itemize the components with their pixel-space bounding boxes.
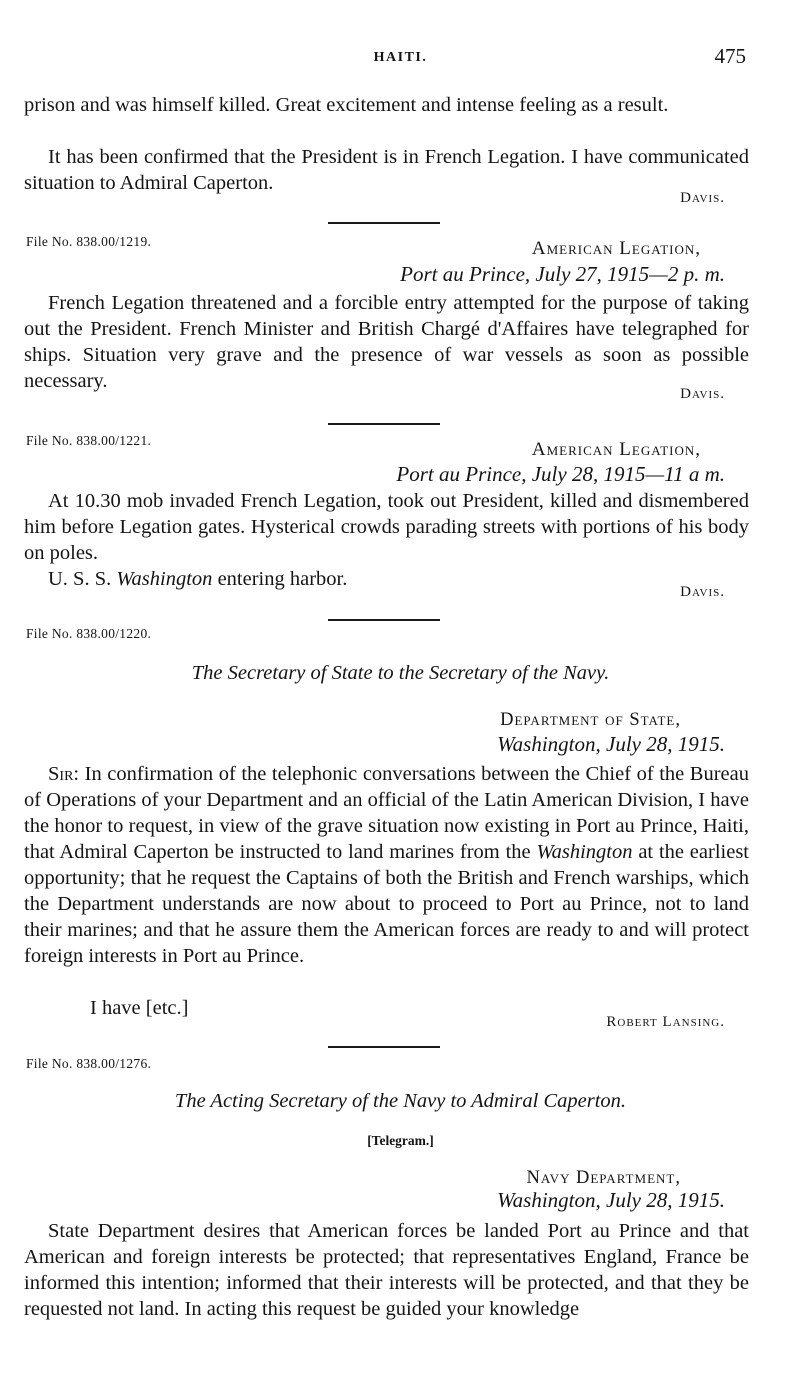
continuation-paragraph: prison and was himself killed. Great excitement and intense feeling as a result.: [24, 94, 669, 116]
section-divider: [328, 423, 440, 425]
file-number: File No. 838.00/1219.: [26, 234, 152, 249]
page-number: 475: [714, 44, 746, 68]
closing: I have [etc.]: [90, 997, 189, 1019]
file-number: File No. 838.00/1221.: [26, 433, 152, 448]
legation-heading: American Legation,: [531, 238, 701, 259]
dateline: Port au Prince, July 27, 1915—2 p. m.: [400, 262, 725, 286]
ship-name: Washington: [536, 841, 633, 863]
ship-name: Washington: [116, 568, 213, 590]
telegram-body: French Legation threatened and a forcible entry attempted for the purpose of taking out the President. French Minister and British Chargé d'Affaires have telegraphed for ships. Situation very grave and the presence of war vessels as soon as possible necessary.: [24, 292, 749, 392]
signature-davis-1: Davis.: [680, 190, 725, 206]
legation-heading: American Legation,: [531, 439, 701, 460]
telegram-body-2: U. S. S. Washington entering harbor.: [48, 568, 348, 590]
signature-davis-2: Davis.: [680, 386, 725, 402]
page-header: [0, 44, 801, 74]
salutation: Sir:: [48, 763, 80, 785]
section-divider: [328, 619, 440, 621]
signature-lansing: Robert Lansing.: [606, 1014, 725, 1030]
section-divider: [328, 222, 440, 224]
signature-davis-3: Davis.: [680, 584, 725, 600]
telegram-body: State Department desires that American forces be landed Port au Prince and that American and foreign interests be protected; that representatives England, France be informed this intention; informed that their interests will be protected, and that they be requested not land. In acting this request be guided your knowledge: [24, 1220, 749, 1320]
file-number: File No. 838.00/1220.: [26, 626, 152, 641]
document-title: The Acting Secretary of the Navy to Admiral Caperton.: [174, 1090, 627, 1112]
document-title: The Secretary of State to the Secretary of the Navy.: [191, 662, 610, 684]
continuation-paragraph-2: It has been confirmed that the President is in French Legation. I have communicated situation to Admiral Caperton.: [24, 146, 749, 194]
section-divider: [328, 1046, 440, 1048]
telegram-label: [Telegram.]: [367, 1133, 434, 1148]
telegram-body: At 10.30 mob invaded French Legation, took out President, killed and dismembered him before Legation gates. Hysterical crowds parading streets with portions of his body on poles.: [24, 490, 749, 564]
department-heading: Navy Department,: [526, 1168, 681, 1188]
department-heading: Department of State,: [500, 710, 681, 730]
dateline: Washington, July 28, 1915.: [497, 732, 725, 756]
file-number: File No. 838.00/1276.: [26, 1056, 152, 1071]
running-head: HAITI.: [373, 50, 428, 65]
dateline: Washington, July 28, 1915.: [497, 1188, 725, 1212]
dateline: Port au Prince, July 28, 1915—11 a m.: [396, 462, 725, 486]
letter-body: Sir: In confirmation of the telephonic conversations between the Chief of the Bureau of Operations of your Department and an official of the Latin American Division, I have the honor to request, in view of the grave situation now existing in Port au Prince, Haiti, that Admiral Caperton be instructed to land marines from the Washington at the earliest opportunity; that he request the Captains of both the British and French warships, which the Department understands are now about to proceed to Port au Prince, not to land their marines; and that he assure them the American forces are ready to and will protect foreign interests in Port au Prince.: [24, 763, 749, 967]
